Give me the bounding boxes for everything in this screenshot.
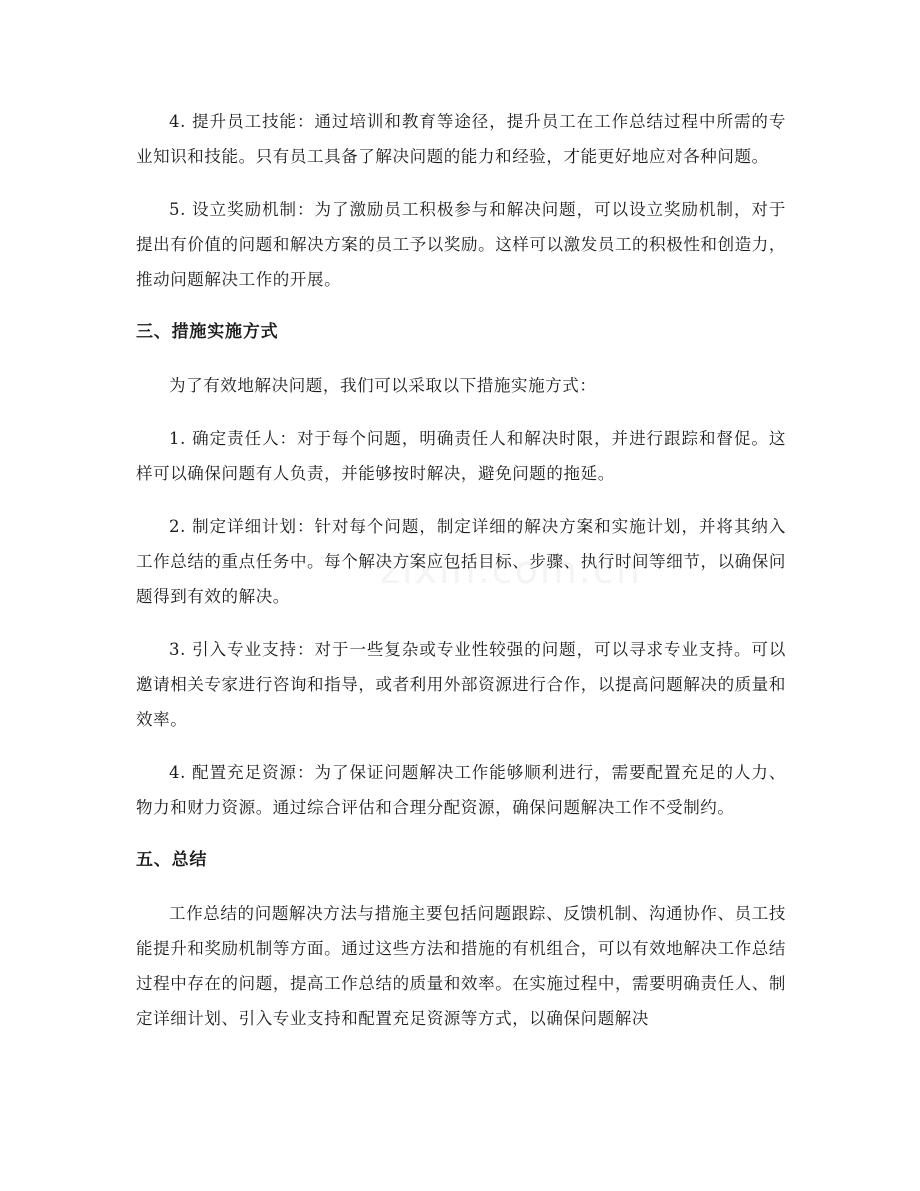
section-heading-summary: 五、总结 <box>136 850 208 870</box>
paragraph-measures-intro: 为了有效地解决问题，我们可以采取以下措施实施方式： <box>169 376 597 395</box>
paragraph-expert-support: 3. 引入专业支持：对于一些复杂或专业性较强的问题，可以寻求专业支持。可以邀请相关专家进行咨询和指导，或者利用外部资源进行合作，以提高问题解决的质量和效率。 <box>136 640 786 729</box>
paragraph-improve-skills: 4. 提升员工技能：通过培训和教育等途径，提升员工在工作总结过程中所需的专业知识和技能。只有员工具备了解决问题的能力和经验，才能更好地应对各种问题。 <box>136 112 786 166</box>
paragraph-reward-mechanism: 5. 设立奖励机制：为了激励员工积极参与和解决问题，可以设立奖励机制，对于提出有价值的问题和解决方案的员工予以奖励。这样可以激发员工的积极性和创造力，推动问题解决工作的开展。 <box>136 200 786 289</box>
paragraph-sufficient-resources: 4. 配置充足资源：为了保证问题解决工作能够顺利进行，需要配置充足的人力、物力和财力资源。通过综合评估和合理分配资源，确保问题解决工作不受制约。 <box>136 763 786 817</box>
section-heading-measures: 三、措施实施方式 <box>136 322 279 342</box>
paragraph-detailed-plan: 2. 制定详细计划：针对每个问题，制定详细的解决方案和实施计划，并将其纳入工作总结的重点任务中。每个解决方案应包括目标、步骤、执行时间等细节，以确保问题得到有效的解决。 <box>136 517 786 606</box>
paragraph-summary: 工作总结的问题解决方法与措施主要包括问题跟踪、反馈机制、沟通协作、员工技能提升和奖励机制等方面。通过这些方法和措施的有机组合，可以有效地解决工作总结过程中存在的问题，提高工作总结的质量和效率。在实施过程中，需要明确责任人、制定详细计划、引入专业支持和配置充足资源等方式，以确保问题解决 <box>136 904 786 1028</box>
document-body <box>136 104 786 1054</box>
paragraph-assign-owner: 1. 确定责任人：对于每个问题，明确责任人和解决时限，并进行跟踪和督促。这样可以确保问题有人负责，并能够按时解决，避免问题的拖延。 <box>136 429 786 483</box>
